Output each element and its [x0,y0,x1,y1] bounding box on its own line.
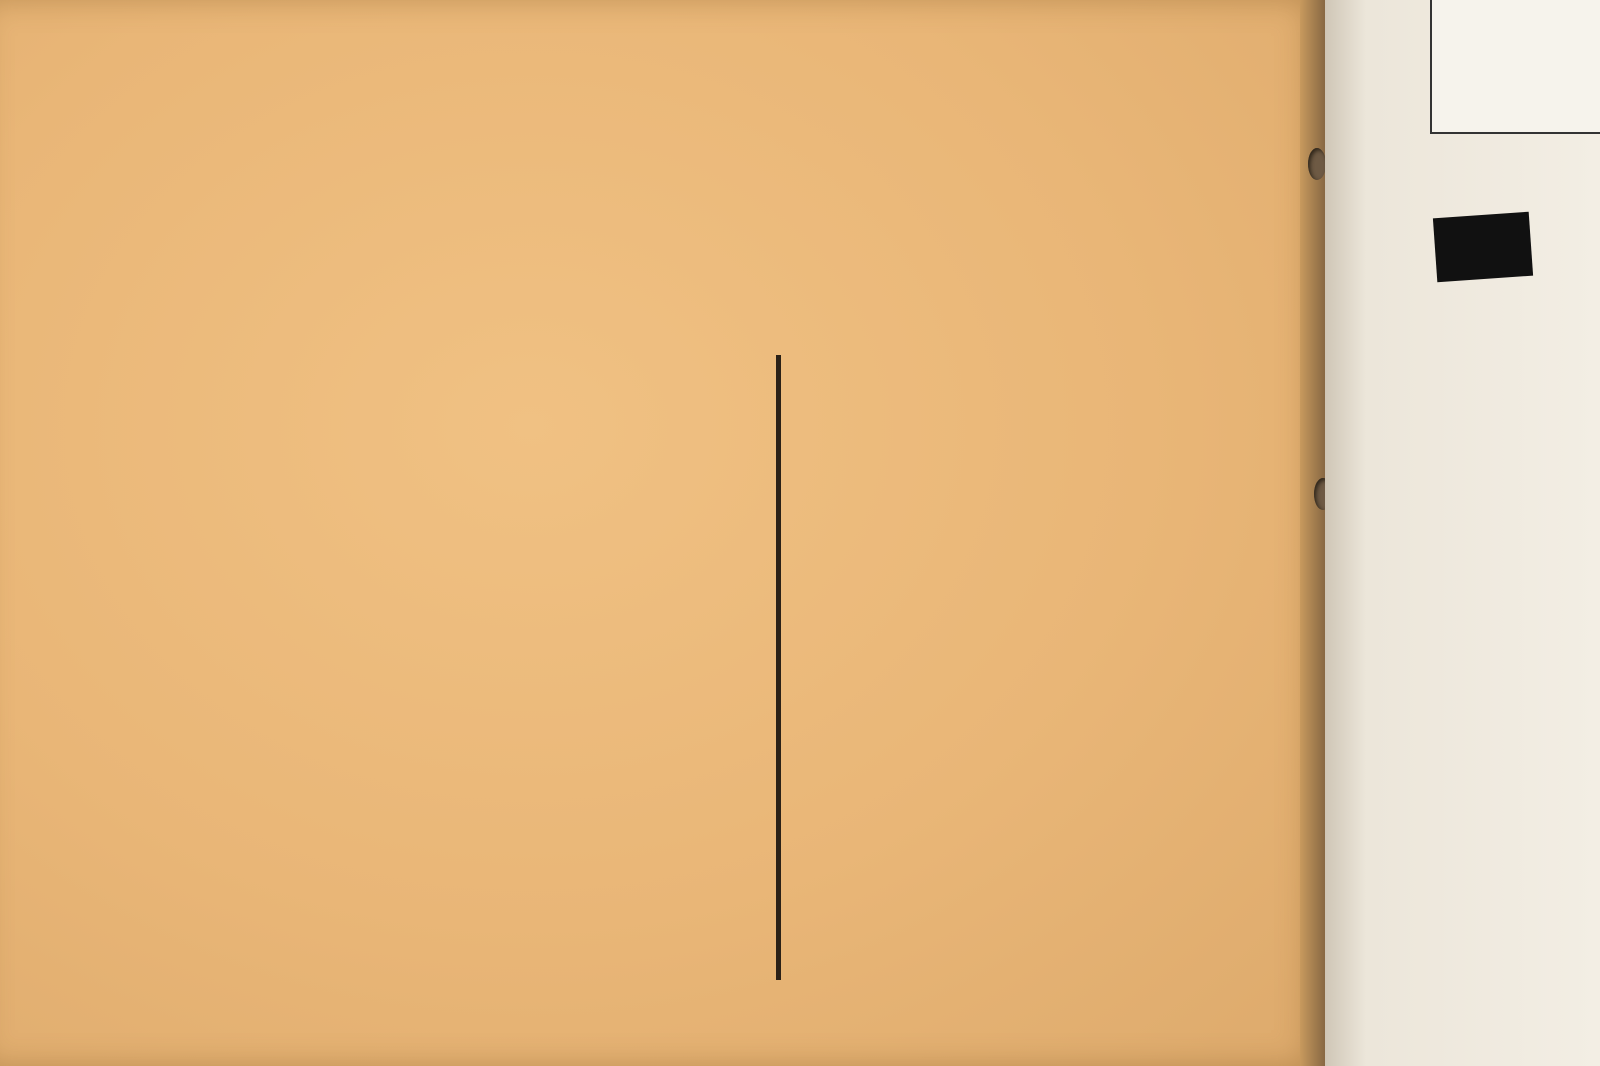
right-page [1325,0,1600,1066]
column-divider [776,355,781,980]
drop-cap [1433,212,1533,283]
chapter-box [1430,0,1600,134]
binder-hole [1308,148,1326,180]
